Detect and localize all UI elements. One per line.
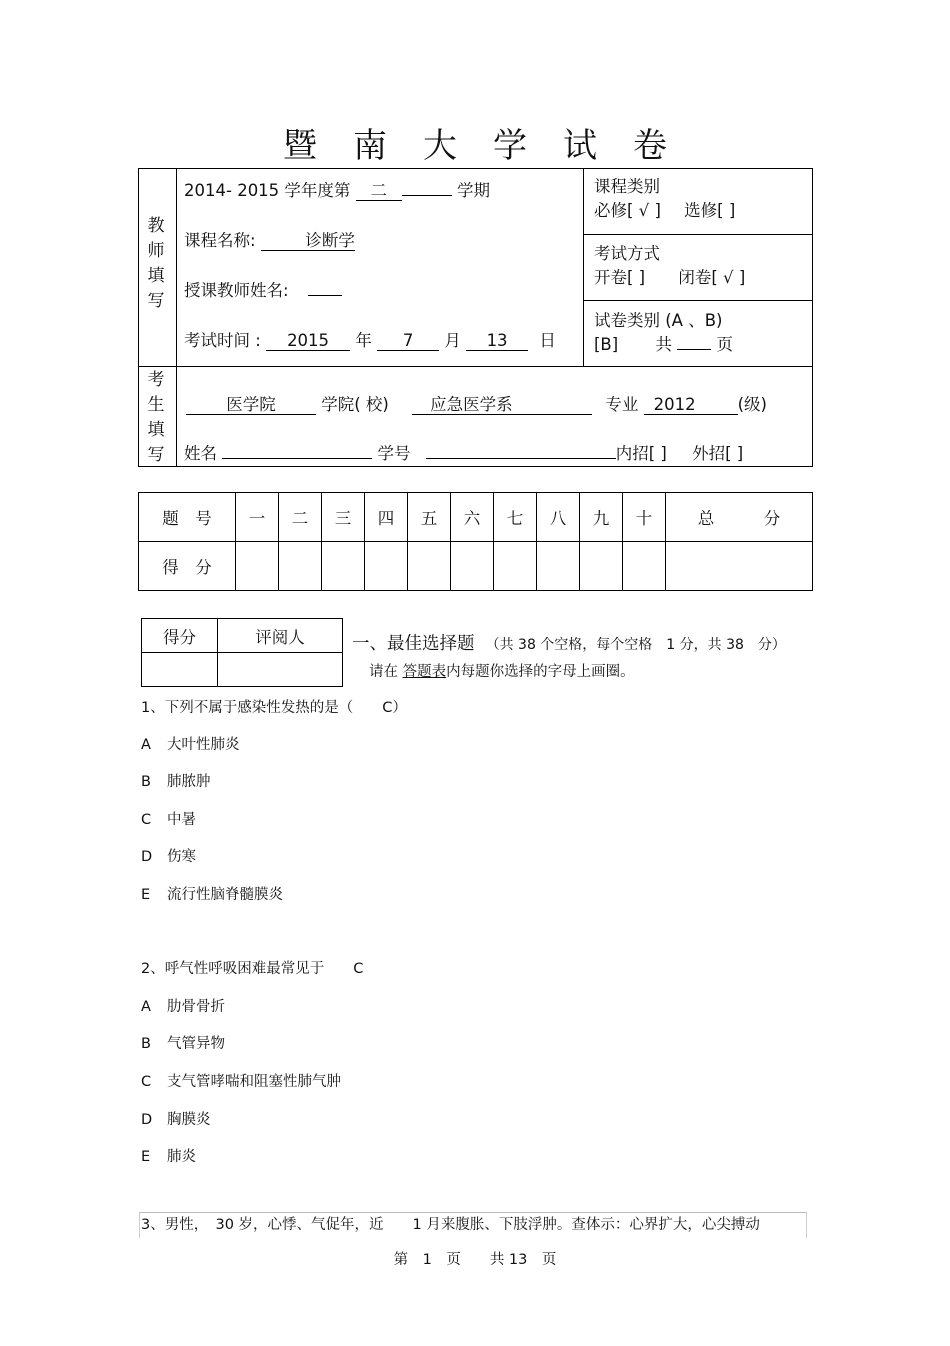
course-name-line: 课程名称: 诊断学: [184, 231, 355, 250]
grader-reviewer-cell[interactable]: [218, 653, 343, 687]
score-table: [138, 492, 813, 591]
score-cell[interactable]: [322, 542, 365, 591]
question-stem: 2、呼气性呼吸困难最常见于 C: [141, 961, 364, 977]
question-column: 四: [365, 493, 408, 542]
student-id-field[interactable]: [426, 458, 616, 459]
elective-checkbox[interactable]: 选修[ ]: [684, 201, 736, 220]
total-header: 总 分: [666, 493, 813, 542]
score-cell[interactable]: [494, 542, 537, 591]
grader-score-cell[interactable]: [142, 653, 218, 687]
option-item[interactable]: A 大叶性肺炎: [141, 737, 240, 753]
section-instruction: 请在 答题表内每题你选择的字母上画圈。: [369, 664, 635, 680]
question-column: 七: [494, 493, 537, 542]
exam-day-field[interactable]: 13: [466, 332, 528, 351]
student-section-label: 考 生 填 写: [147, 370, 165, 465]
question-stem: 1、下列不属于感染性发热的是（ C）: [141, 700, 407, 716]
option-item[interactable]: B 肺脓肿: [141, 774, 211, 790]
open-book-checkbox[interactable]: 开卷[ ]: [594, 268, 646, 287]
required-checkbox[interactable]: 必修[ √ ]: [594, 201, 661, 220]
school-field[interactable]: 医学院: [186, 396, 316, 415]
question-number-header: 题 号: [139, 493, 236, 542]
score-cell[interactable]: [365, 542, 408, 591]
course-type-options: [594, 201, 735, 221]
paper-type-label: 试卷类别 (A 、B): [594, 311, 723, 330]
question-column: 二: [279, 493, 322, 542]
exam-month-field[interactable]: 7: [377, 332, 439, 351]
divider: [583, 168, 584, 366]
school-line: 医学院 学院( 校) 应急医学系 专业 2012 (级): [186, 395, 767, 415]
student-name-field[interactable]: [222, 458, 372, 459]
score-cell[interactable]: [236, 542, 279, 591]
score-cell[interactable]: [623, 542, 666, 591]
total-score-cell[interactable]: [666, 542, 813, 591]
option-item[interactable]: D 伤寒: [141, 849, 196, 865]
teacher-name-field[interactable]: [308, 295, 342, 296]
grader-reviewer-header: 评阅人: [218, 619, 343, 653]
paper-type-value: [B]: [594, 335, 619, 354]
total-pages-field[interactable]: [677, 349, 711, 350]
option-item[interactable]: C 支气管哮喘和阻塞性肺气肿: [141, 1074, 341, 1090]
grade-field[interactable]: 2012: [644, 396, 738, 415]
question-column: 一: [236, 493, 279, 542]
grader-table: [141, 618, 343, 687]
divider: [583, 234, 813, 235]
question-column: 十: [623, 493, 666, 542]
answer-sheet-link: 答题表: [402, 664, 447, 680]
course-type-label: 课程类别: [594, 177, 660, 196]
internal-checkbox[interactable]: 内招[ ]: [615, 444, 667, 463]
question-column: 三: [322, 493, 365, 542]
semester-line: 2014- 2015 学年度第 二 学期: [184, 181, 490, 200]
divider: [176, 168, 177, 467]
grader-score-header: 得分: [142, 619, 218, 653]
option-item[interactable]: C 中暑: [141, 812, 196, 828]
teacher-section-label: 教 师 填 写: [147, 216, 165, 311]
score-row-header: 得 分: [139, 542, 236, 591]
score-cell[interactable]: [451, 542, 494, 591]
exam-mode-options: [594, 268, 745, 288]
option-item[interactable]: E 流行性脑脊髓膜炎: [141, 887, 283, 903]
question-column: 九: [580, 493, 623, 542]
option-item[interactable]: D 胸膜炎: [141, 1112, 211, 1128]
question-column: 八: [537, 493, 580, 542]
divider: [583, 300, 813, 301]
option-item[interactable]: E 肺炎: [141, 1149, 196, 1165]
score-cell[interactable]: [279, 542, 322, 591]
option-item[interactable]: A 肋骨骨折: [141, 999, 225, 1015]
course-name-field[interactable]: 诊断学: [261, 232, 355, 251]
name-line: 姓名 学号 内招[ ] 外招[ ]: [184, 444, 744, 463]
section-note: （共 38 个空格，每个空格 1 分，共 38 分）: [485, 637, 786, 653]
exam-year-field[interactable]: 2015: [266, 332, 350, 351]
section-heading: 一、最佳选择题 （共 38 个空格，每个空格 1 分，共 38 分）: [352, 634, 786, 654]
closed-book-checkbox[interactable]: 闭卷[ √ ]: [678, 268, 746, 287]
teacher-name-line: 授课教师姓名:: [184, 281, 342, 301]
question-column: 六: [451, 493, 494, 542]
option-item[interactable]: B 气管异物: [141, 1036, 225, 1052]
question-stem: 3、男性， 30 岁，心悸、气促年，近 1 月来腹胀、下肢浮肿。查体示：心界扩大，心尖搏动: [141, 1217, 760, 1233]
exam-title: 暨南大学试卷: [283, 126, 703, 166]
score-cell[interactable]: [408, 542, 451, 591]
score-cell[interactable]: [537, 542, 580, 591]
exam-time-line: 考试时间 : 2015 年 7 月 13 日: [184, 331, 556, 350]
paper-type-line: [B] 共 页: [594, 335, 733, 354]
department-field[interactable]: 应急医学系: [412, 396, 592, 415]
divider: [138, 366, 813, 367]
page-footer: 第 1 页 共 13 页: [393, 1252, 557, 1268]
exam-mode-label: 考试方式: [594, 244, 660, 263]
semester-field[interactable]: 二: [356, 182, 402, 201]
question-column: 五: [408, 493, 451, 542]
external-checkbox[interactable]: 外招[ ]: [692, 444, 744, 463]
score-cell[interactable]: [580, 542, 623, 591]
